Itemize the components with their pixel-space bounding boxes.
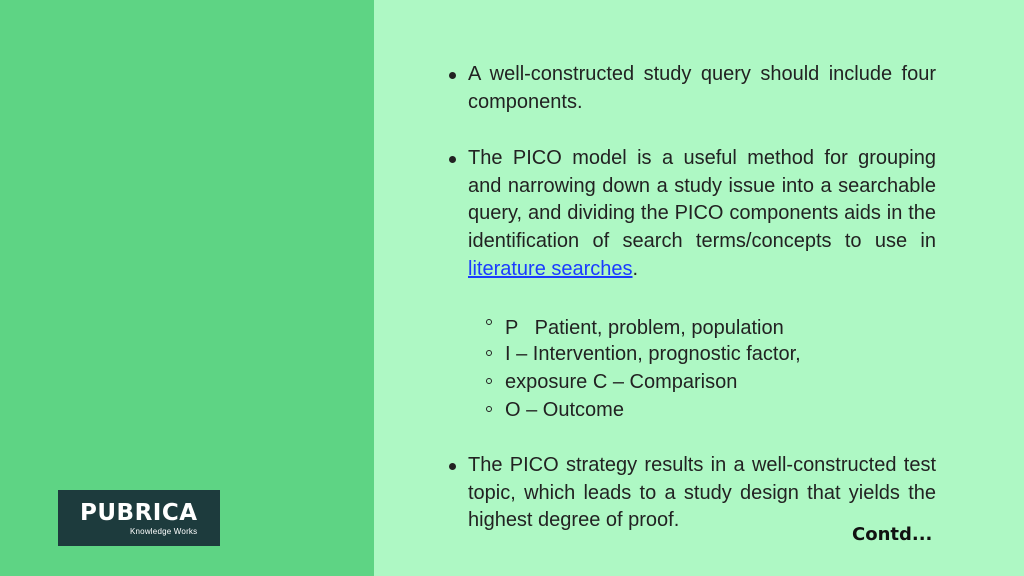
pico-item-text: O – Outcome <box>505 399 624 421</box>
bullet-paragraph-3 <box>468 452 936 535</box>
bullet-text-3: The PICO strategy results in a well-constructed test topic, which leads to a study design that yields the highest degree of proof. <box>468 454 936 532</box>
bullet-dot-icon <box>449 72 456 79</box>
bullet-dot-icon <box>449 463 456 470</box>
pico-item-text: exposure C – Comparison <box>505 371 738 393</box>
bullet-paragraph-1 <box>468 61 936 116</box>
bullet-dot-icon <box>449 156 456 163</box>
bullet-paragraph-2 <box>468 145 936 284</box>
contd-label: Contd... <box>852 524 933 545</box>
hollow-bullet-icon <box>486 406 492 412</box>
pico-item-text: I – Intervention, prognostic factor, <box>505 343 801 365</box>
bullet-text-2: The PICO model is a useful method for grouping and narrowing down a study issue into a searchable query, and dividing the PICO components aids in the identification of search terms/concepts to use in <box>468 147 936 253</box>
bullet-text-2-end: . <box>632 257 639 280</box>
pico-item-o <box>505 398 624 422</box>
literature-searches-link[interactable]: literature searches <box>468 257 633 280</box>
bullet-text-1: A well-constructed study query should include four components. <box>468 63 936 113</box>
hollow-bullet-icon <box>486 319 492 325</box>
hollow-bullet-icon <box>486 350 492 356</box>
pico-item-c <box>505 370 737 394</box>
pico-item-i <box>505 342 801 366</box>
pubrica-logo <box>58 490 220 546</box>
logo-tagline: Knowledge Works <box>130 527 198 536</box>
logo-wordmark: PUBRICA <box>80 500 198 526</box>
hollow-bullet-icon <box>486 378 492 384</box>
pico-item-text: P Patient, problem, population <box>505 317 784 339</box>
pico-item-p <box>505 316 784 340</box>
